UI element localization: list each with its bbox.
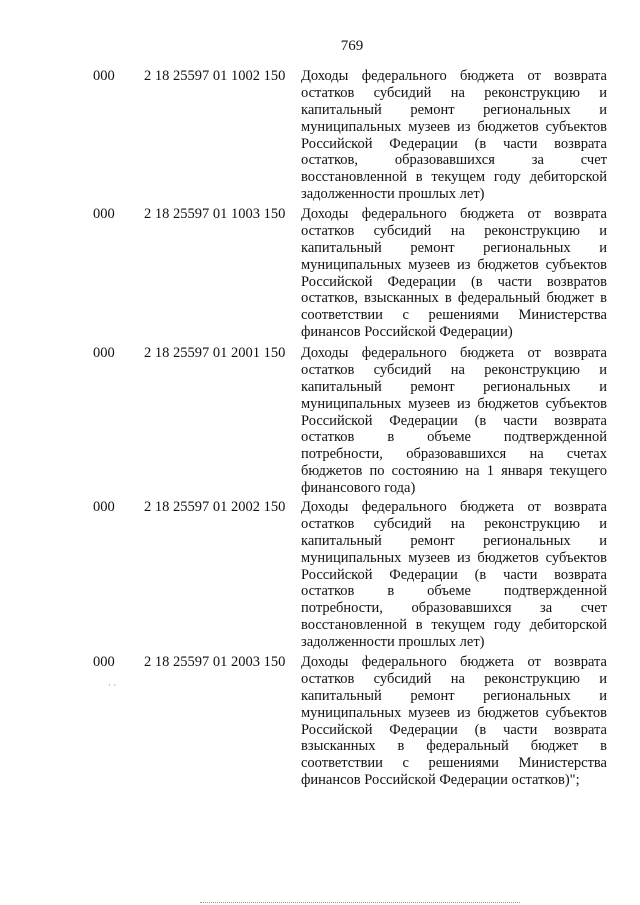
description-line: остатков субсидий на реконструкцию и: [301, 670, 607, 687]
income-description: [301, 654, 607, 789]
description-line: Доходы федерального бюджета от возврата: [301, 654, 607, 670]
description-line: Российской Федерации (в части возврата: [301, 412, 607, 429]
description-line: Российской Федерации (в части возврата: [301, 135, 607, 152]
description-line: восстановленной в текущем году дебиторской: [301, 169, 607, 186]
description-line: остатков, взысканных в федеральный бюджет в: [301, 290, 607, 307]
page-number: 769: [340, 38, 364, 54]
description-line: остатков, образовавшихся за счет: [301, 152, 607, 169]
description-line: потребности, образовавшихся на счетах: [301, 446, 607, 463]
description-line: муниципальных музеев из бюджетов субъектов: [301, 256, 607, 273]
budget-classification-code: 2 18 25597 01 1002 150: [144, 68, 286, 84]
description-line: бюджетов по состоянию на 1 января текущего: [301, 463, 607, 480]
description-line: Российской Федерации (в части возврата: [301, 566, 607, 583]
bottom-rule: [200, 902, 520, 904]
budget-classification-code: 2 18 25597 01 1003 150: [144, 206, 286, 222]
description-line: капитальный ремонт региональных и: [301, 378, 607, 395]
admin-code: 000: [93, 68, 115, 84]
description-line: муниципальных музеев из бюджетов субъектов: [301, 704, 607, 721]
budget-classification-code: 2 18 25597 01 2001 150: [144, 345, 286, 361]
description-line: остатков субсидий на реконструкцию и: [301, 222, 607, 239]
description-line: Российской Федерации (в части возврата: [301, 721, 607, 738]
description-line: соответствии с решениями Министерства: [301, 755, 607, 772]
description-line: финансового года): [301, 480, 416, 497]
description-line: остатков в объеме подтвержденной: [301, 429, 607, 446]
description-line: финансов Российской Федерации остатков)";: [301, 772, 580, 789]
scan-artifact: · ·: [108, 680, 117, 690]
description-line: остатков в объеме подтвержденной: [301, 583, 607, 600]
admin-code: 000: [93, 345, 115, 361]
description-line: Доходы федерального бюджета от возврата: [301, 68, 607, 84]
description-line: потребности, образовавшихся за счет: [301, 600, 607, 617]
description-line: капитальный ремонт региональных и: [301, 101, 607, 118]
admin-code: 000: [93, 499, 115, 515]
admin-code: 000: [93, 654, 115, 670]
description-line: соответствии с решениями Министерства: [301, 307, 607, 324]
description-line: муниципальных музеев из бюджетов субъектов: [301, 118, 607, 135]
income-description: [301, 345, 607, 497]
description-line: Российской Федерации (в части возвратов: [301, 273, 607, 290]
description-line: взысканных в федеральный бюджет в: [301, 738, 607, 755]
income-description: [301, 499, 607, 651]
description-line: Доходы федерального бюджета от возврата: [301, 345, 607, 361]
admin-code: 000: [93, 206, 115, 222]
description-line: Доходы федерального бюджета от возврата: [301, 206, 607, 222]
description-line: остатков субсидий на реконструкцию и: [301, 84, 607, 101]
description-line: задолженности прошлых лет): [301, 634, 485, 651]
description-line: муниципальных музеев из бюджетов субъектов: [301, 395, 607, 412]
description-line: восстановленной в текущем году дебиторской: [301, 617, 607, 634]
description-line: капитальный ремонт региональных и: [301, 532, 607, 549]
description-line: остатков субсидий на реконструкцию и: [301, 361, 607, 378]
budget-classification-code: 2 18 25597 01 2003 150: [144, 654, 286, 670]
description-line: остатков субсидий на реконструкцию и: [301, 515, 607, 532]
description-line: капитальный ремонт региональных и: [301, 687, 607, 704]
income-description: [301, 206, 607, 341]
description-line: Доходы федерального бюджета от возврата: [301, 499, 607, 515]
income-description: [301, 68, 607, 203]
description-line: муниципальных музеев из бюджетов субъектов: [301, 549, 607, 566]
description-line: задолженности прошлых лет): [301, 186, 485, 203]
budget-classification-code: 2 18 25597 01 2002 150: [144, 499, 286, 515]
description-line: финансов Российской Федерации): [301, 324, 513, 341]
description-line: капитальный ремонт региональных и: [301, 239, 607, 256]
